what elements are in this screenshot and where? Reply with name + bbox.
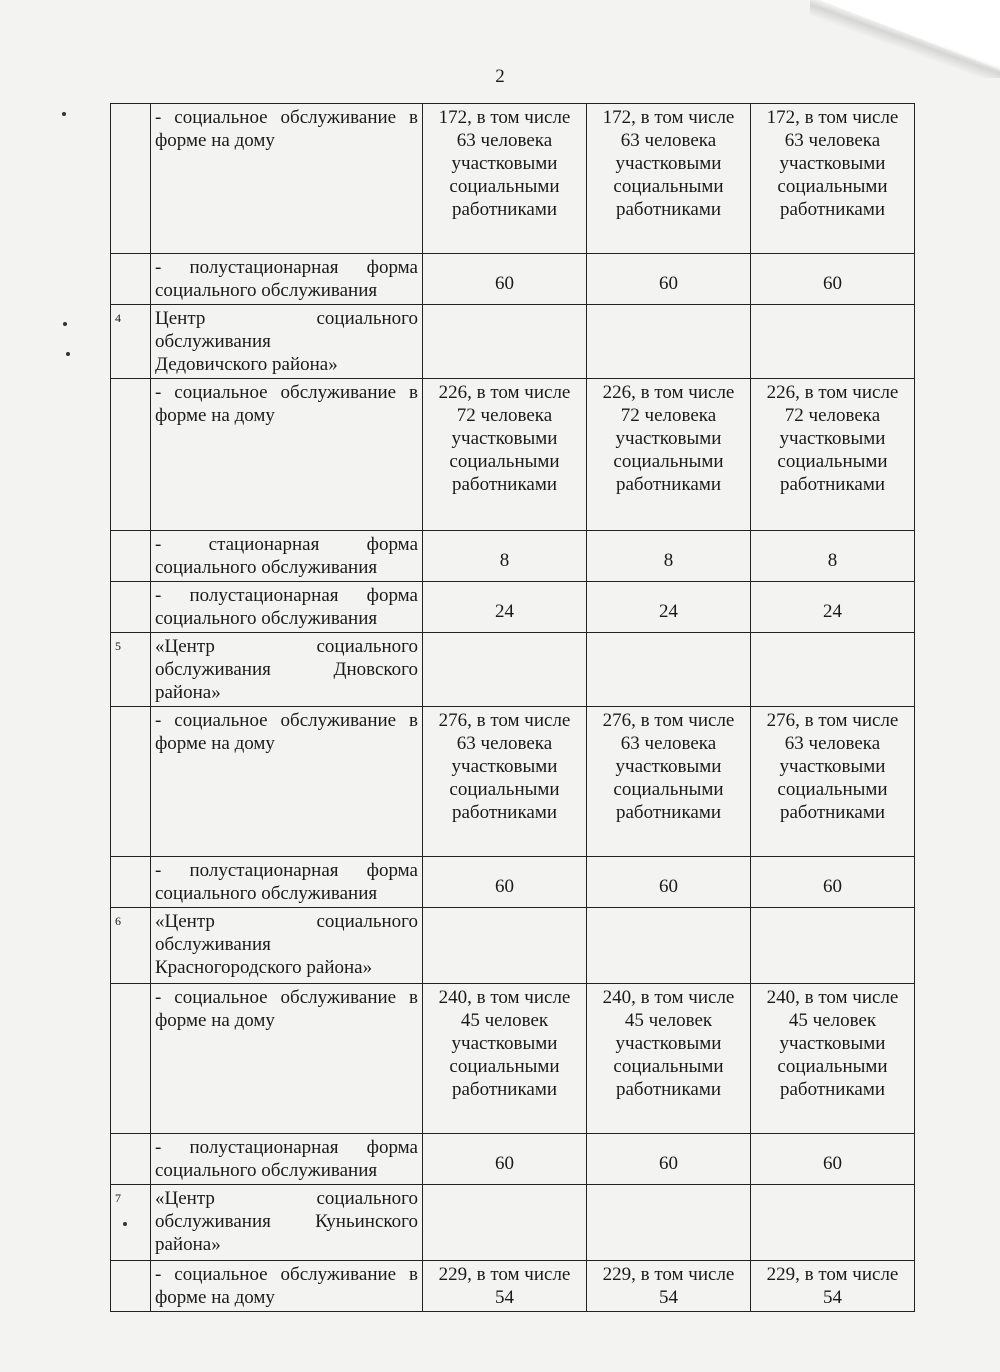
service-value-year-3: 8	[751, 531, 915, 582]
services-table-body	[111, 104, 915, 1312]
service-value-year-2: 60	[587, 254, 751, 305]
service-value-year-1: 229, в том числе 54	[423, 1261, 587, 1312]
page-number: 2	[495, 66, 505, 87]
service-value-year-3: 60	[751, 254, 915, 305]
service-row	[111, 1261, 915, 1312]
service-value-year-3: 226, в том числе 72 человека участковыми социальными работниками	[751, 379, 915, 531]
service-value-year-3: 60	[751, 1134, 915, 1185]
service-value-year-2: 229, в том числе 54	[587, 1261, 751, 1312]
organization-name-line: Красногородского района»	[155, 957, 373, 978]
service-value-year-1: 60	[423, 254, 587, 305]
empty-cell	[587, 305, 751, 379]
row-number	[111, 531, 151, 582]
service-form-name: - полустационарная форма социального обслуживания	[151, 1134, 423, 1185]
organization-name-word: Центр	[155, 308, 206, 329]
organization-name-word: обслуживания	[155, 1211, 271, 1232]
empty-cell	[587, 908, 751, 984]
row-number: 4	[111, 305, 151, 379]
organization-name-word: «Центр	[155, 911, 215, 932]
service-row	[111, 857, 915, 908]
service-value-year-3: 276, в том числе 63 человека участковыми социальными работниками	[751, 707, 915, 857]
row-number	[111, 984, 151, 1134]
empty-cell	[423, 1185, 587, 1261]
empty-cell	[751, 1185, 915, 1261]
service-value-year-1: 8	[423, 531, 587, 582]
organization-name-line: района»	[155, 1234, 221, 1255]
empty-cell	[751, 908, 915, 984]
service-value-year-1: 172, в том числе 63 человека участковыми социальными работниками	[423, 104, 587, 254]
organization-name	[151, 633, 423, 707]
organization-name-line	[155, 1187, 418, 1210]
row-number	[111, 379, 151, 531]
organization-name-word: «Центр	[155, 636, 215, 657]
service-form-name: - стационарная форма социального обслуживания	[151, 531, 423, 582]
service-form-name: - социальное обслуживание в форме на дому	[151, 984, 423, 1134]
service-form-name: - полустационарная форма социального обслуживания	[151, 254, 423, 305]
empty-cell	[751, 633, 915, 707]
organization-name-line	[155, 1210, 418, 1233]
organization-name-word: обслуживания	[155, 659, 271, 680]
service-row	[111, 254, 915, 305]
organization-row	[111, 633, 915, 707]
service-value-year-2: 60	[587, 857, 751, 908]
organization-name-word: социального	[316, 308, 418, 329]
service-form-name: - полустационарная форма социального обслуживания	[151, 582, 423, 633]
organization-name-word: Куньинского	[315, 1211, 418, 1232]
service-form-name: - полустационарная форма социального обслуживания	[151, 857, 423, 908]
organization-name-word: социального	[316, 911, 418, 932]
row-number: 7	[111, 1185, 151, 1261]
organization-name	[151, 908, 423, 984]
row-number	[111, 1134, 151, 1185]
service-value-year-3: 60	[751, 857, 915, 908]
service-value-year-3: 172, в том числе 63 человека участковыми социальными работниками	[751, 104, 915, 254]
empty-cell	[423, 305, 587, 379]
service-value-year-2: 172, в том числе 63 человека участковыми социальными работниками	[587, 104, 751, 254]
service-value-year-1: 60	[423, 857, 587, 908]
row-number	[111, 1261, 151, 1312]
service-row	[111, 1134, 915, 1185]
scan-speck	[66, 352, 70, 356]
organization-name-line	[155, 635, 418, 658]
row-number	[111, 104, 151, 254]
organization-name-line: обслуживания	[155, 331, 271, 352]
row-number: 5	[111, 633, 151, 707]
service-value-year-3: 229, в том числе 54	[751, 1261, 915, 1312]
service-value-year-1: 24	[423, 582, 587, 633]
empty-cell	[587, 1185, 751, 1261]
organization-name-line: обслуживания	[155, 934, 271, 955]
organization-name-word: «Центр	[155, 1188, 215, 1209]
row-number	[111, 582, 151, 633]
organization-name	[151, 305, 423, 379]
service-value-year-1: 276, в том числе 63 человека участковыми социальными работниками	[423, 707, 587, 857]
services-table	[110, 103, 915, 1312]
service-value-year-2: 60	[587, 1134, 751, 1185]
service-value-year-2: 240, в том числе 45 человек участковыми социальными работниками	[587, 984, 751, 1134]
service-form-name: - социальное обслуживание в форме на дому	[151, 379, 423, 531]
organization-name-word: социального	[316, 636, 418, 657]
organization-row	[111, 908, 915, 984]
organization-name	[151, 1185, 423, 1261]
service-row	[111, 379, 915, 531]
empty-cell	[423, 633, 587, 707]
organization-row	[111, 1185, 915, 1261]
service-row	[111, 104, 915, 254]
empty-cell	[751, 305, 915, 379]
organization-name-line	[155, 910, 418, 933]
service-form-name: - социальное обслуживание в форме на дому	[151, 707, 423, 857]
empty-cell	[423, 908, 587, 984]
service-value-year-1: 226, в том числе 72 человека участковыми социальными работниками	[423, 379, 587, 531]
organization-name-line: Дедовичского района»	[155, 354, 338, 375]
service-row	[111, 582, 915, 633]
service-value-year-1: 240, в том числе 45 человек участковыми социальными работниками	[423, 984, 587, 1134]
scan-speck	[62, 112, 66, 116]
organization-name-line	[155, 658, 418, 681]
service-value-year-2: 226, в том числе 72 человека участковыми социальными работниками	[587, 379, 751, 531]
service-row	[111, 531, 915, 582]
service-value-year-2: 8	[587, 531, 751, 582]
service-row	[111, 984, 915, 1134]
service-value-year-3: 240, в том числе 45 человек участковыми социальными работниками	[751, 984, 915, 1134]
row-number	[111, 707, 151, 857]
organization-row	[111, 305, 915, 379]
row-number	[111, 254, 151, 305]
organization-name-word: социального	[316, 1188, 418, 1209]
service-form-name: - социальное обслуживание в форме на дому	[151, 104, 423, 254]
service-row	[111, 707, 915, 857]
service-form-name: - социальное обслуживание в форме на дому	[151, 1261, 423, 1312]
service-value-year-1: 60	[423, 1134, 587, 1185]
organization-name-line: района»	[155, 682, 221, 703]
row-number: 6	[111, 908, 151, 984]
empty-cell	[587, 633, 751, 707]
row-number	[111, 857, 151, 908]
organization-name-word: Дновского	[333, 659, 418, 680]
service-value-year-2: 276, в том числе 63 человека участковыми социальными работниками	[587, 707, 751, 857]
organization-name-line	[155, 307, 418, 330]
scan-speck	[63, 322, 67, 326]
service-value-year-2: 24	[587, 582, 751, 633]
service-value-year-3: 24	[751, 582, 915, 633]
